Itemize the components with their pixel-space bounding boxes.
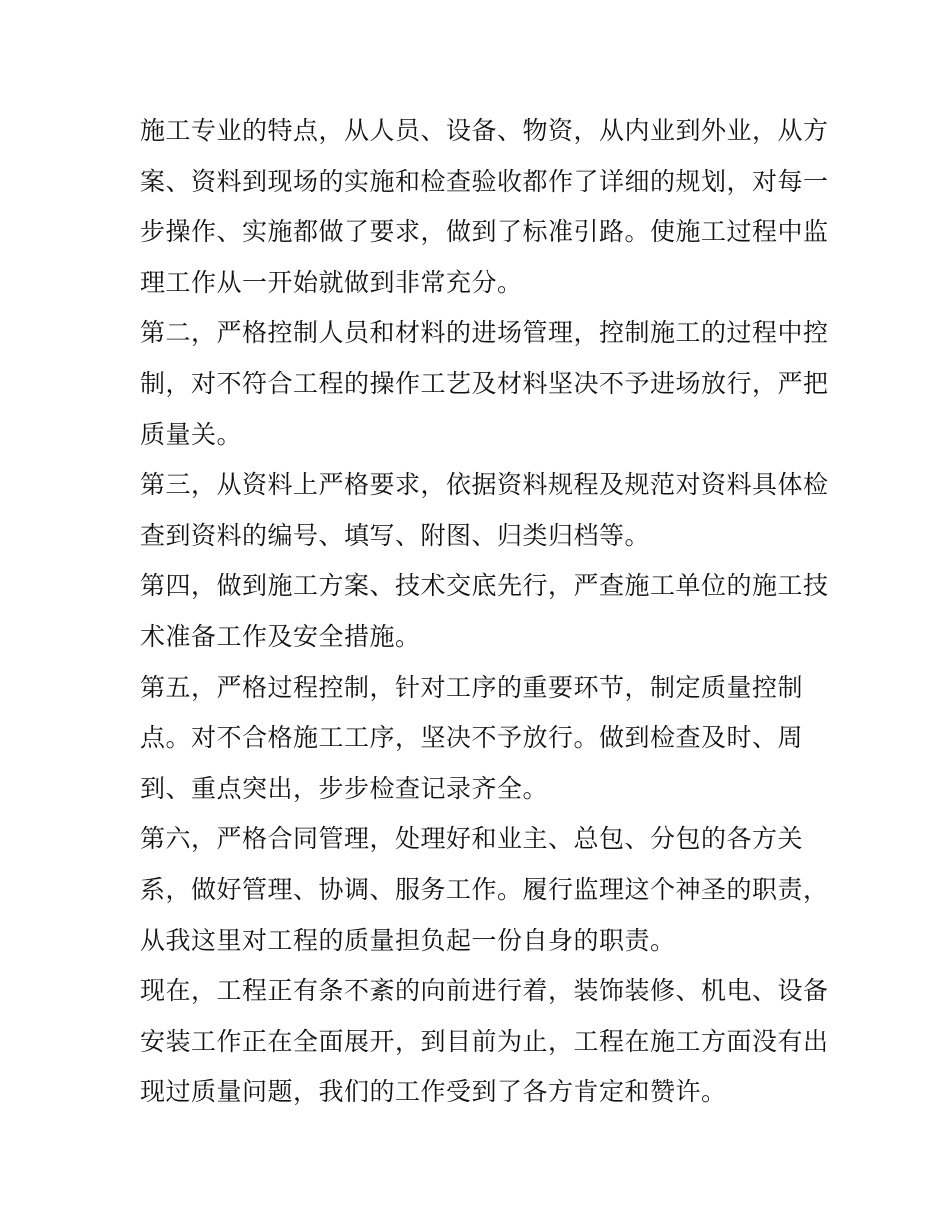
text-line-15: 第六，严格合同管理，处理好和业主、总包、分包的各方关 — [140, 824, 804, 854]
text-line-19: 安装工作正在全面展开，到目前为止，工程在施工方面没有出 — [140, 1026, 829, 1056]
text-line-2: 案、资料到现场的实施和检查验收都作了详细的规划，对每一 — [140, 166, 829, 196]
text-line-5: 第二，严格控制人员和材料的进场管理，控制施工的过程中控 — [140, 318, 829, 348]
text-line-10: 第四，做到施工方案、技术交底先行，严查施工单位的施工技 — [140, 571, 829, 601]
text-line-12: 第五，严格过程控制，针对工序的重要环节，制定质量控制 — [140, 672, 804, 702]
text-line-9: 查到资料的编号、填写、附图、归类归档等。 — [140, 520, 651, 550]
text-line-18: 现在，工程正有条不紊的向前进行着，装饰装修、机电、设备 — [140, 976, 829, 1006]
document-body — [140, 106, 829, 1118]
text-line-3: 步操作、实施都做了要求，做到了标准引路。使施工过程中监 — [140, 217, 829, 247]
text-line-20: 现过质量问题，我们的工作受到了各方肯定和赞许。 — [140, 1077, 727, 1107]
text-line-8: 第三，从资料上严格要求，依据资料规程及规范对资料具体检 — [140, 470, 829, 500]
text-line-7: 质量关。 — [140, 419, 243, 449]
text-line-4: 理工作从一开始就做到非常充分。 — [140, 267, 523, 297]
text-line-6: 制，对不符合工程的操作工艺及材料坚决不予进场放行，严把 — [140, 368, 829, 398]
text-line-11: 术准备工作及安全措施。 — [140, 621, 421, 651]
text-line-14: 到、重点突出，步步检查记录齐全。 — [140, 773, 549, 803]
text-line-17: 从我这里对工程的质量担负起一份自身的职责。 — [140, 925, 676, 955]
text-line-13: 点。对不合格施工工序，坚决不予放行。做到检查及时、周 — [140, 723, 804, 753]
text-line-16: 系，做好管理、协调、服务工作。履行监理这个神圣的职责， — [140, 874, 829, 904]
text-line-1: 施工专业的特点，从人员、设备、物资，从内业到外业，从方 — [140, 116, 829, 145]
